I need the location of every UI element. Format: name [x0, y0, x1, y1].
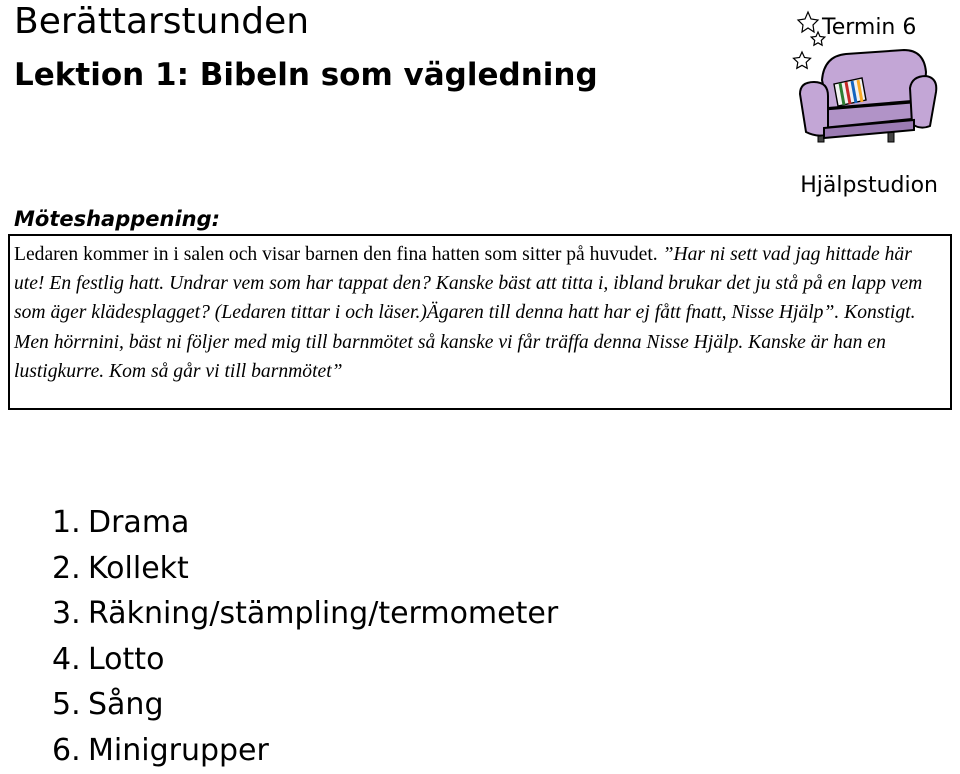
list-item [52, 682, 558, 728]
term-label: Termin 6 [822, 15, 917, 40]
meeting-text-box [8, 234, 952, 410]
list-item-number: 5. [52, 687, 81, 723]
list-item-number: 4. [52, 641, 81, 677]
list-item [52, 591, 558, 637]
lesson-title: Lektion 1: Bibeln som vägledning [14, 57, 598, 93]
list-item-number: 6. [52, 732, 81, 768]
list-item [52, 500, 558, 546]
list-item [52, 546, 558, 592]
section-heading: Möteshappening: [14, 207, 221, 231]
list-item-label: Lotto [88, 641, 165, 677]
page-title: Berättarstunden [14, 1, 310, 42]
list-item-number: 1. [52, 505, 81, 540]
list-item-label: Kollekt [88, 550, 189, 586]
studio-label: Hjälpstudion [800, 173, 938, 198]
list-item-label: Räkning/stämpling/termometer [88, 596, 559, 632]
meeting-intro-text: Ledaren kommer in i salen och visar barnen den fina hatten som sitter på huvudet. [14, 244, 658, 265]
list-item-number: 3. [52, 596, 81, 632]
program-list [52, 500, 558, 774]
list-item-label: Drama [88, 505, 190, 540]
list-item-label: Minigrupper [88, 732, 269, 768]
meeting-dialogue-text: ”Har ni sett vad jag hittade här ute! En festlig hatt. Undrar vem som har tappat den? Kanske bäst att titta i, ibland brukar det ju stå på en lapp vem som äger klädesplagget? (Ledaren tittar i och läser.)Ägaren till denna hatt har ej fått fnatt, Nisse Hjälp”. Konstigt. Men hörrnini, bäst ni följer med mig till barnmötet så kanske vi får träffa denna Nisse Hjälp. Kanske är han en lustigkurre. Kom så går vi till barnmötet” [14, 244, 923, 382]
list-item-number: 2. [52, 550, 81, 586]
meeting-paragraph [14, 240, 942, 386]
list-item-label: Sång [88, 687, 164, 723]
list-item [52, 637, 558, 683]
list-item [52, 728, 558, 774]
